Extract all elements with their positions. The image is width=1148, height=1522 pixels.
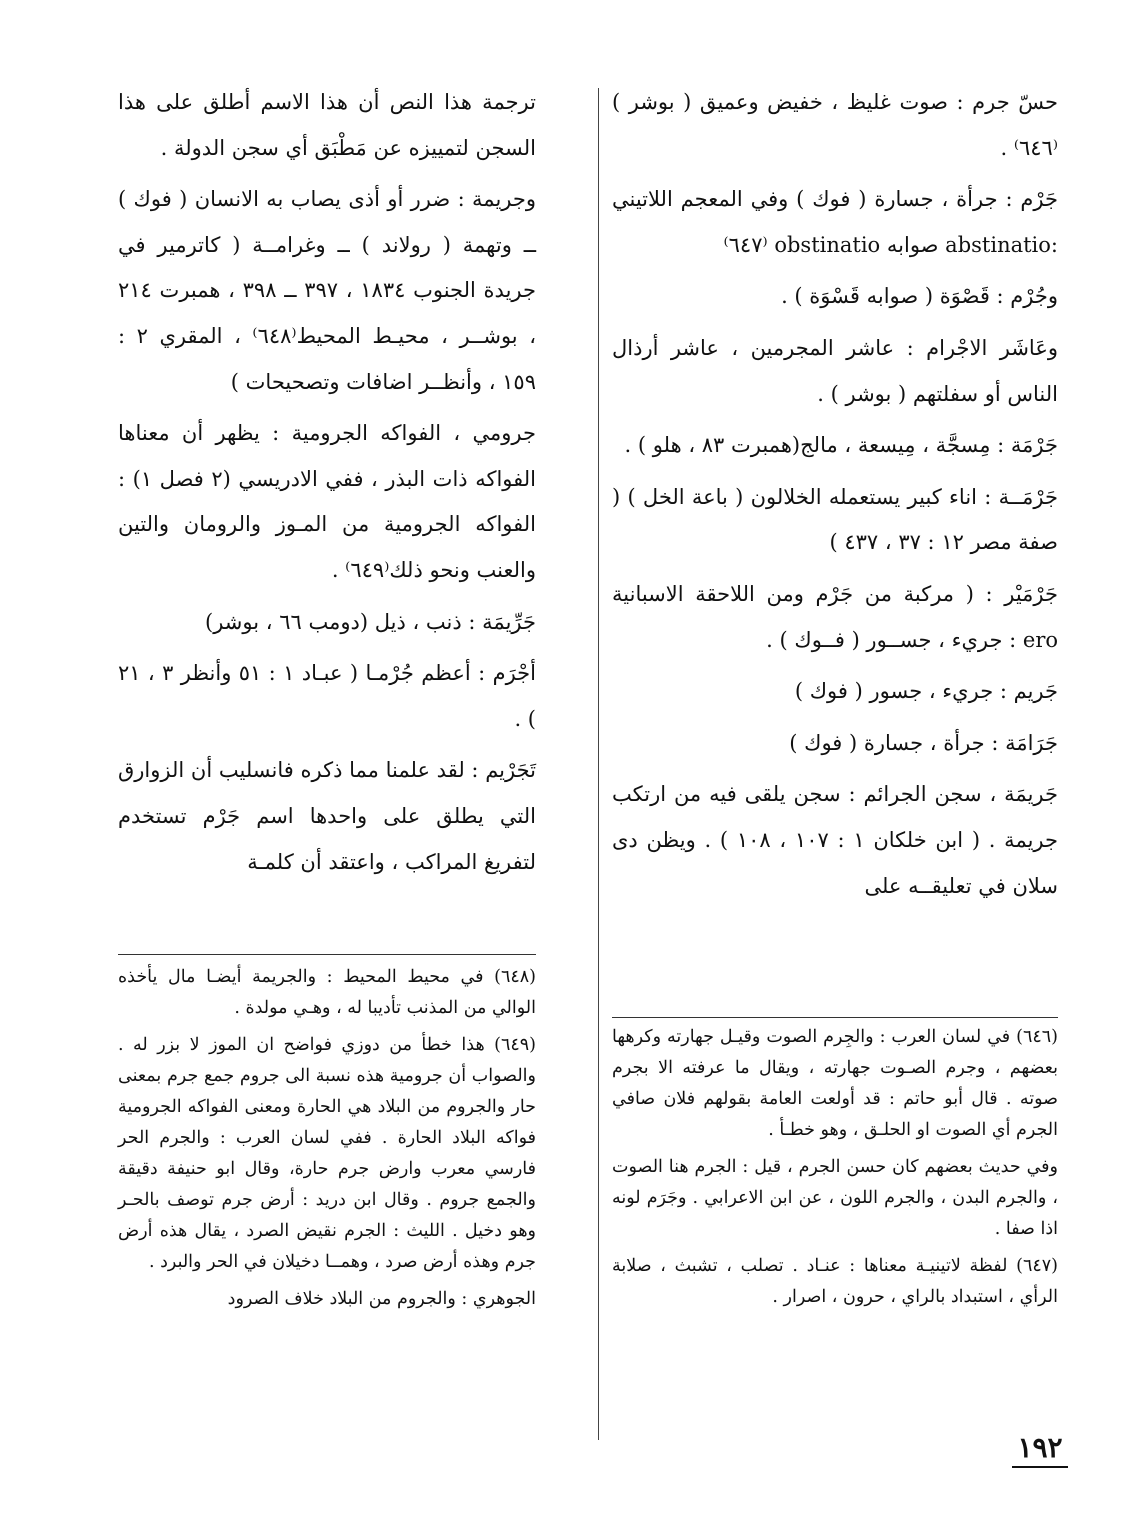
right-column — [612, 80, 1058, 915]
footnote: وفي حديث بعضهم كان حسن الجرم ، قيل : الجرم هنا الصوت ، والجرم البدن ، والجرم اللون ، عن ابن الاعرابي . وجَرَم لونه اذا صفا . — [612, 1157, 1058, 1239]
entry: جَرِّيمَة : ذنب ، ذيل (دومب ٦٦ ، بوشر) — [205, 609, 536, 634]
footnote: (٦٤٧) لفظة لاتينيـة معناها : عنـاد . تصلب ، تشبث ، صلابة الرأي ، استبداد بالراي ، حرون ، اصرار . — [612, 1256, 1058, 1307]
entry: جَرْمَة : مِسجَّة ، مِيسعة ، مالج(همبرت ٨٣ ، هلو ) . — [624, 433, 1058, 458]
entry: جرومي ، الفواكه الجرومية : يظهر أن معناها الفواكه ذات البذر ، ففي الادريسي (٢ فصل ١) : الفواكه الجرومية من المـوز والرومان والتين والعنب ونحو ذلك⁽٦٤٩⁾ . — [118, 421, 536, 582]
footnote-rule-left — [118, 954, 536, 955]
footnote: الجوهري : والجروم من البلاد خلاف الصرود — [227, 1289, 536, 1309]
entry: جَرَامَة : جرأة ، جسارة ( فوك ) — [789, 730, 1058, 755]
footnotes-right — [612, 1022, 1058, 1319]
column-divider — [598, 88, 599, 1440]
footnote: (٦٤٨) في محيط المحيط : والجريمة أيضـا مال يأخذه الوالي من المذنب تأديبا له ، وهـي مولدة . — [118, 967, 536, 1018]
entry: أجْرَم : أعظم جُرْمـا ( عبـاد ١ : ٥١ وأنظر ٣ ، ٢١ ) . — [118, 661, 536, 731]
entry: جَرْم : جرأة ، جسارة ( فوك ) وفي المعجم اللاتيني :abstinatio صوابه obstinatio ⁽٦٤٧⁾ — [612, 187, 1058, 257]
left-column — [118, 80, 536, 891]
footnotes-left — [118, 962, 536, 1321]
footnote-rule-right — [612, 1017, 1058, 1018]
entry: وجريمة : ضرر أو أذى يصاب به الانسان ( فوك ) ــ وتهمة ( رولاند ) ــ وغرامــة ( كاترمير في جريدة الجنوب ١٨٣٤ ، ٣٩٧ ــ ٣٩٨ ، همبرت ٢١٤ ، بوشــر ، محيـط المحيط⁽٦٤٨⁾ ، المقري ٢ : ١٥٩ ، وأنظــر اضافات وتصحيحات ) — [118, 187, 536, 394]
entry: تَجَرْيم : لقد علمنا مما ذكره فانسليب أن الزوارق التي يطلق على واحدها اسم جَرْم تستخدم لتفريغ المراكب ، واعتقد أن كلمـة — [118, 758, 536, 874]
entry: جَريمَة ، سجن الجرائم : سجن يلقى فيه من ارتكب جريمة . ( ابن خلكان ١ : ١٠٧ ، ١٠٨ ) . ويظن دى سلان في تعليقــه على — [612, 782, 1058, 898]
entry: وعَاشَر الاجْرام : عاشر المجرمين ، عاشر أرذال الناس أو سفلتهم ( بوشر ) . — [612, 335, 1058, 406]
entry: جَرْمَــة : اناء كبير يستعمله الخلالون ( باعة الخل ) ( صفة مصر ١٢ : ٣٧ ، ٤٣٧ ) — [612, 484, 1058, 555]
footnote: (٦٤٦) في لسان العرب : والجِرم الصوت وقيـل جهارته وكرهها بعضهم ، وجرم الصـوت جهارته ، ويقال ما عرفته الا بجرم صوته . قال أبو حاتم : قد أولعت العامة بقولهم فلان صافي الجرم أي الصوت او الحلـق ، وهو خطـأ . — [612, 1027, 1058, 1140]
entry: جَرْمَيْر : ( مركبة من جَرْم ومن اللاحقة الاسبانية ero : جريء ، جســور ( فــوك ) . — [612, 581, 1058, 652]
entry: ترجمة هذا النص أن هذا الاسم أطلق على هذا السجن لتمييزه عن مَطْبَق أي سجن الدولة . — [118, 90, 536, 160]
footnote: (٦٤٩) هذا خطأ من دوزي فواضح ان الموز لا بزر له . والصواب أن جرومية هذه نسبة الى جروم جمع جرم بمعنى حار والجروم من البلاد هي الحارة ومعنى الفواكه الجرومية فواكه البلاد الحارة . ففي لسان العرب : والجرم الحر فارسي معرب وارض جرم حارة، وقال ابو حنيفة دقيقة والجمع جروم . وقال ابن دريد : أرض جرم توصف بالحـر وهو دخيل . الليث : الجرم نقيض الصرد ، يقال هذه أرض جرم وهذه أرض صرد ، وهمــا دخيلان في الحر والبرد . — [118, 1035, 536, 1272]
entry: وجُرْم : قَصْوَة ( صوابه قَسْوَة ) . — [781, 284, 1058, 309]
page-number: ١٩٢ — [1012, 1430, 1068, 1468]
entry: حسّ جرم : صوت غليظ ، خفيض وعميق ( بوشر )⁽٦٤٦⁾ . — [612, 90, 1058, 160]
entry: جَريم : جريء ، جسور ( فوك ) — [794, 679, 1058, 704]
